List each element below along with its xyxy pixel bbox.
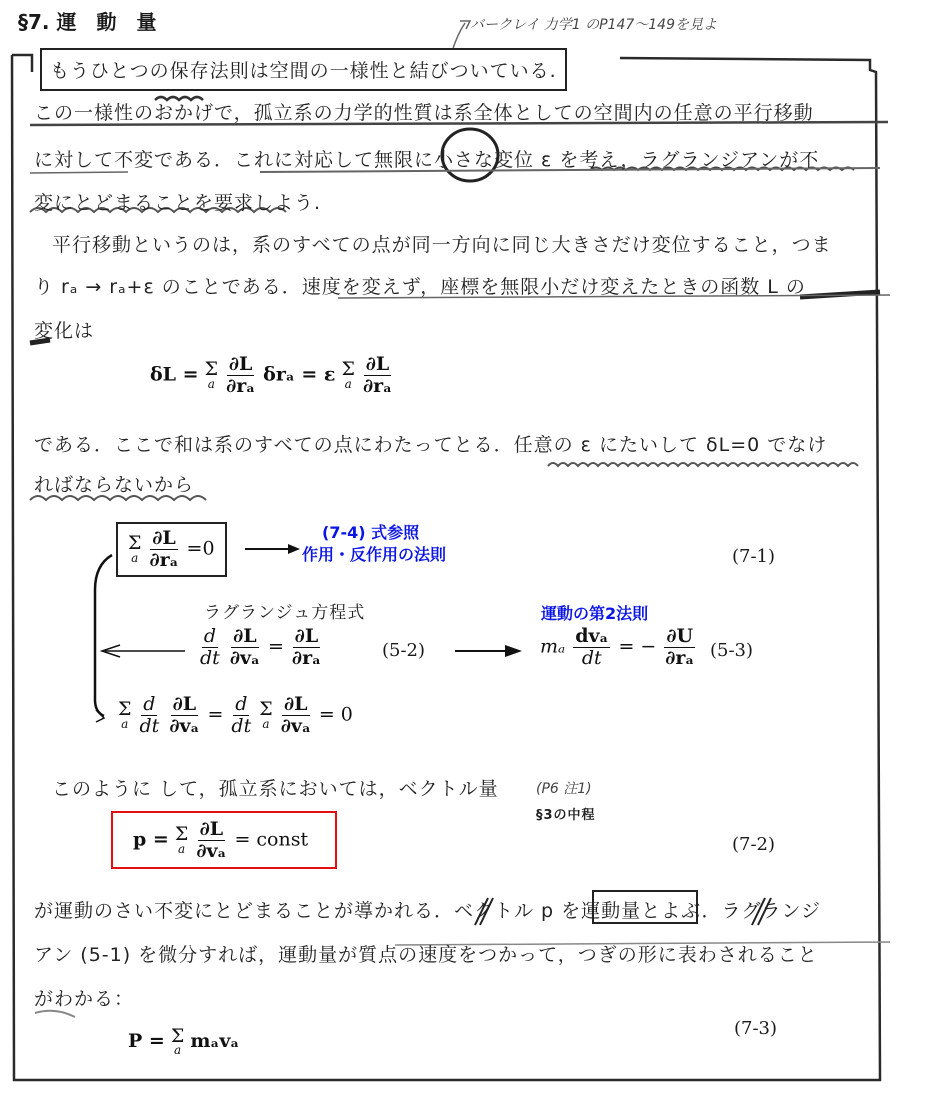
mass-term: mₐ (540, 635, 566, 658)
paragraph-5-line-2: アン (5-1) を微分すれば，運動量が質点の速度をつかって，つぎの形に表わされること (34, 944, 818, 966)
eq-lhs: δL = (150, 363, 199, 386)
eq-rhs: =0 (186, 537, 215, 560)
sum-symbol: Σ a (174, 823, 189, 856)
fraction: $\frac{\partial L}{\text{∂rₐ}}$ (149, 527, 179, 571)
equation-5-2 (198, 626, 323, 669)
paragraph-2-line-2: り rₐ → rₐ+ε のことである．速度を変えず，座標を無限小だけ変えたときの函数 L の (34, 276, 806, 298)
annotation-second-law: 運動の第2法則 (541, 604, 649, 623)
equation-number-5-2: (5-2) (382, 640, 426, 661)
fraction: $\frac{\partial U}{\text{∂rₐ}}$ (665, 625, 695, 669)
equation-sum-zero (118, 694, 353, 737)
intro-statement-box (40, 48, 567, 91)
fraction: $\frac{d}{dt}$ (139, 693, 160, 737)
fraction: $\frac{\text{dvₐ}}{dt}$ (575, 625, 609, 669)
paragraph-3-line-1: である．ここで和は系のすべての点にわたってとる．任意の ε にたいして δL=0 でなけ (34, 434, 828, 456)
equals-sign: = (267, 635, 284, 658)
paragraph-1-line-1: この一様性のおかげで，孤立系の力学的性質は系全体としての空間内の任意の平行移動 (34, 102, 814, 124)
eq-rhs: mₐvₐ (190, 1029, 240, 1052)
fraction: $\frac{\partial L}{\text{∂rₐ}}$ (291, 625, 321, 669)
paragraph-1-line-2: に対して不変である．これに対応して無限に小さな変位 ε を考え，ラグランジアンが不 (34, 149, 820, 171)
eq-lhs: P = (128, 1029, 165, 1052)
fraction: $\frac{d}{dt}$ (200, 625, 220, 669)
annotation-ref: (7-4) 式参照 (322, 523, 420, 542)
fraction: $\frac{\partial L}{\text{∂vₐ}}$ (280, 693, 311, 737)
sum-symbol: Σ a (341, 358, 355, 391)
section-3-note: §3の中程 (536, 808, 596, 823)
equation-number-7-3: (7-3) (734, 1018, 778, 1039)
equation-7-3 (128, 1025, 240, 1058)
fraction: $\frac{\partial L}{\text{∂vₐ}}$ (169, 693, 200, 737)
section-title: §7. 運 動 量 (18, 10, 157, 34)
handwritten-page-note: (P6 注1) (536, 781, 592, 797)
paragraph-5-line-3: がわかる： (34, 988, 135, 1010)
paragraph-1-line-3: 変にとどまることを要求しよう. (34, 192, 322, 214)
equals-minus: = − (618, 635, 657, 658)
eq-lhs: p = (133, 828, 169, 851)
eq-rhs: = const (234, 828, 309, 851)
momentum-term-box (592, 890, 698, 924)
paragraph-4-line-1: このように して，孤立系においては，ベクトル量 (52, 778, 499, 800)
sum-symbol: Σ a (259, 698, 273, 731)
sum-symbol: Σ a (204, 358, 219, 391)
paragraph-2-line-3: 変化は (34, 320, 95, 342)
equation-5-3 (540, 626, 697, 669)
fraction: $\frac{d}{dt}$ (231, 693, 252, 737)
paragraph-3-line-2: ればならないから (34, 474, 195, 496)
equals-sign: = (207, 703, 224, 726)
intro-text: もうひとつの保存法則は空間の一様性と結びついている. (50, 60, 557, 82)
equation-number-7-2: (7-2) (732, 834, 776, 855)
sum-symbol: Σ a (170, 1025, 185, 1058)
equation-7-2-highlight-box (111, 811, 337, 869)
equation-number-7-1: (7-1) (732, 546, 776, 567)
sum-symbol: Σ a (118, 698, 132, 731)
fraction: $\frac{\partial L}{\text{∂rₐ}}$ (226, 353, 256, 397)
fraction: $\frac{\partial L}{\text{∂vₐ}}$ (196, 818, 227, 862)
annotation-action-reaction: 作用・反作用の法則 (302, 545, 447, 564)
equation-7-1-box (116, 522, 227, 577)
eq-rhs: = 0 (318, 703, 353, 726)
handwritten-note: バークレイ 力学1 のP147～149を見よ (470, 17, 717, 33)
paragraph-2-line-1: 平行移動というのは，系のすべての点が同一方向に同じ大きさだけ変位すること，つま (52, 234, 832, 256)
eq-mid: δrₐ = ε (263, 363, 336, 386)
equation-number-5-3: (5-3) (710, 640, 754, 661)
fraction: $\frac{\partial L}{\text{∂vₐ}}$ (229, 625, 260, 669)
equation-delta-L (150, 354, 394, 397)
paragraph-5-line-1: が運動のさい不変にとどまることが導かれる．ベクトル p を運動量とよぶ．ラグランジ (34, 900, 822, 922)
lagrange-equation-label: ラグランジュ方程式 (204, 603, 366, 623)
fraction: $\frac{\partial L}{\text{∂rₐ}}$ (362, 353, 392, 397)
sum-symbol: Σ a (128, 532, 142, 565)
